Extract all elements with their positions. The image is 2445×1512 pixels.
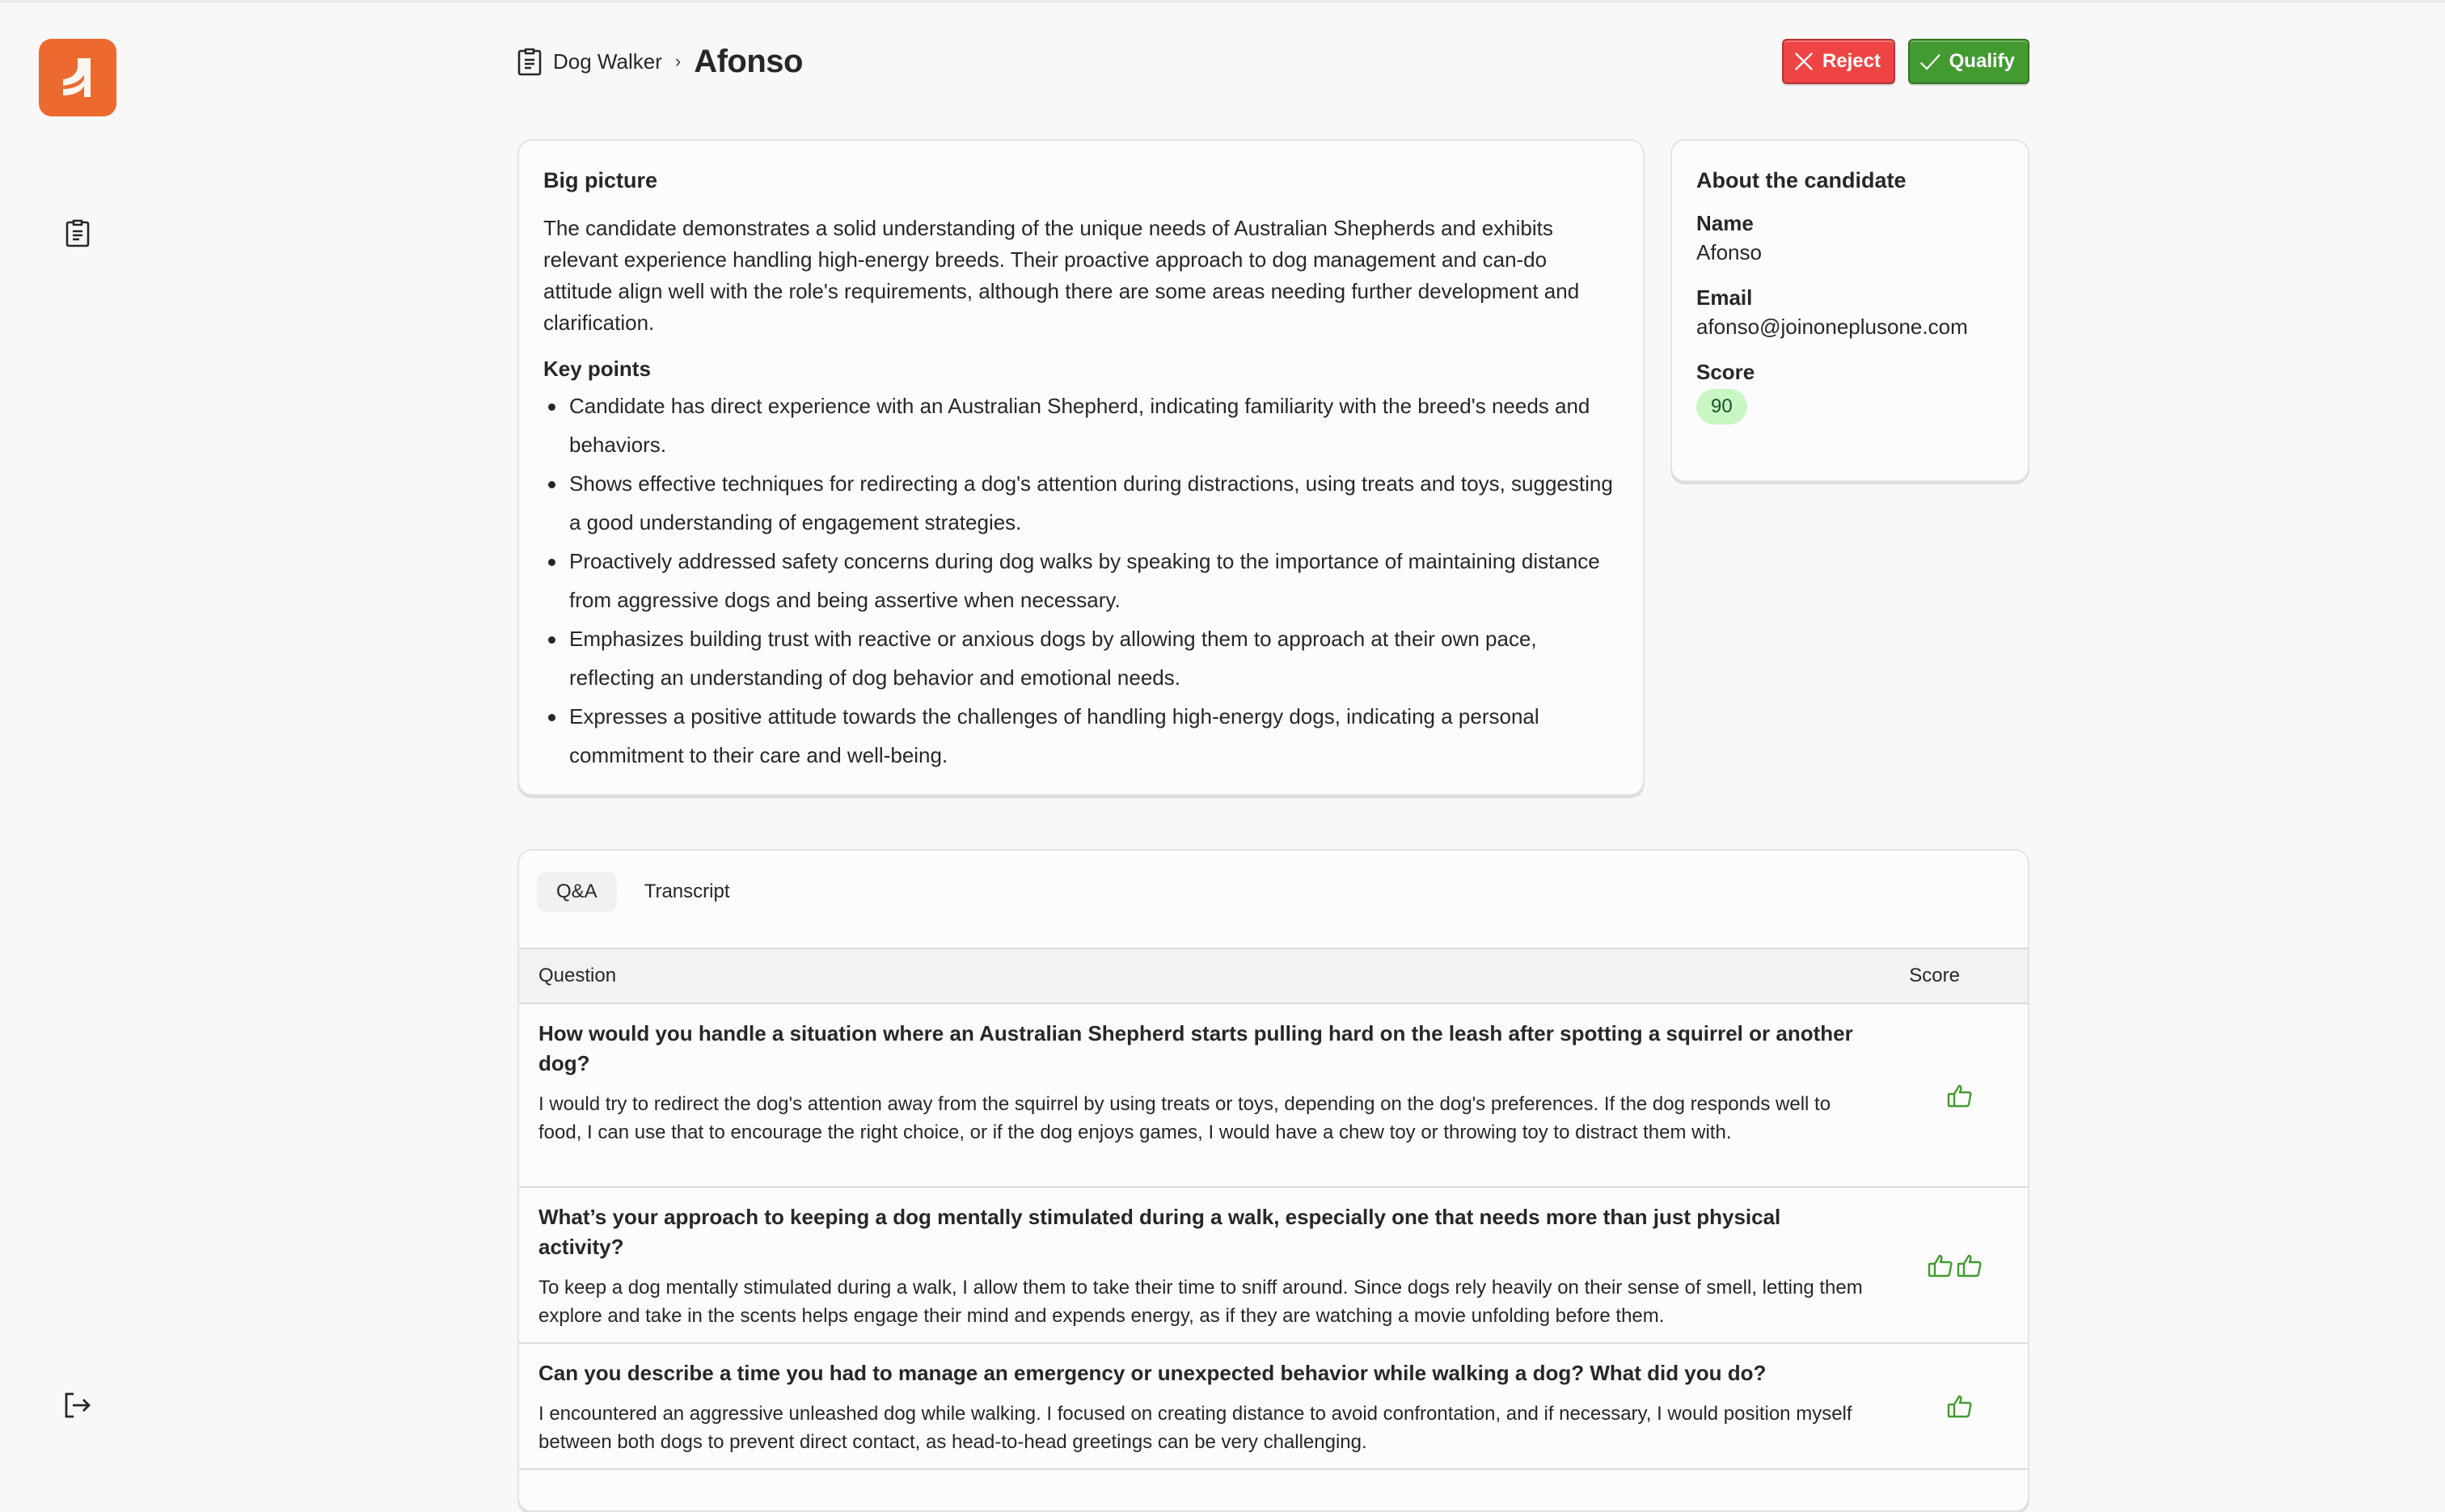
about-candidate-card [1670, 139, 2029, 482]
clipboard-icon [65, 218, 90, 247]
answer-text: I would try to redirect the dog's attention away from the squirrel by using treats or toys, depending on the dog's preferences. If the dog responds well to food, I can use that to encourage the right choice, or if the dog enjoys games, I would have a chew toy or throwing toy to distract them with. [538, 1093, 1831, 1143]
reject-label: Reject [1822, 50, 1881, 72]
breadcrumb [517, 44, 803, 80]
answer-text: I encountered an aggressive unleashed dog while walking. I focused on creating distance to avoid confrontation, and if necessary, I would position myself between both dogs to prevent direct contact, as head-to-head greetings can be very challenging. [538, 1403, 1852, 1453]
candidate-email: afonso@joinoneplusone.com [1696, 315, 1968, 339]
key-points-list [543, 386, 1619, 775]
key-points-title: Key points [543, 357, 651, 381]
candidate-name: Afonso [1696, 240, 1762, 264]
table-row [519, 1470, 2028, 1512]
about-title: About the candidate [1696, 168, 1907, 192]
score-cell [1866, 1344, 2028, 1468]
table-row [519, 1344, 2028, 1470]
thumbs-up-icon [1957, 1253, 1983, 1278]
key-point: Shows effective techniques for redirecting a dog's attention during distractions, using treats and toys, suggesting a good understanding of engagement strategies. [543, 464, 1619, 542]
thumbs-up-icon [1947, 1083, 1973, 1108]
clipboard-icon [517, 46, 545, 77]
breadcrumb-separator: › [674, 51, 682, 71]
close-icon [1793, 50, 1814, 73]
question-cell [519, 1344, 2028, 1468]
qualify-label: Qualify [1949, 50, 2015, 72]
tab-qa[interactable]: Q&A [537, 872, 617, 912]
breadcrumb-job-link[interactable]: Dog Walker [553, 49, 662, 74]
tab-transcript[interactable]: Transcript [644, 881, 730, 902]
question-cell [519, 1004, 2028, 1186]
key-point: Emphasizes building trust with reactive or anxious dogs by allowing them to approach at their own pace, reflecting an understanding of dog behavior and emotional needs. [543, 619, 1619, 697]
page-title: Afonso [694, 43, 803, 79]
question-cell [519, 1188, 2028, 1342]
name-label: Name [1696, 211, 1754, 235]
column-header-question: Question [538, 965, 617, 986]
app-logo[interactable] [39, 39, 116, 116]
big-picture-card [517, 139, 1645, 796]
score-label: Score [1696, 360, 1755, 384]
column-header-score: Score [1909, 965, 1960, 986]
key-point: Proactively addressed safety concerns during dog walks by speaking to the importance of maintaining distance from aggressive dogs and being assertive when necessary. [543, 542, 1619, 619]
question-text: What’s your approach to keeping a dog mentally stimulated during a walk, especially one that needs more than just physical activity? [538, 1205, 1781, 1259]
page-header [517, 39, 2029, 84]
qualify-button[interactable] [1908, 39, 2029, 84]
sidebar-item-logout[interactable] [63, 1391, 92, 1420]
score-cell [1866, 1004, 2028, 1186]
sidebar [0, 0, 155, 1483]
reject-button[interactable] [1782, 39, 1895, 84]
big-picture-title: Big picture [543, 168, 658, 192]
answer-text: To keep a dog mentally stimulated during a walk, I allow them to take their time to sniff around. Since dogs rely heavily on their sense of smell, letting them explore and take in the scents helps engage their mind and expends energy, as if they are watching a movie unfolding before them. [538, 1277, 1863, 1327]
key-point: Expresses a positive attitude towards the challenges of handling high-energy dogs, indicating a personal commitment to their care and well-being. [543, 697, 1619, 775]
thumbs-up-icon [1947, 1394, 1973, 1418]
thumbs-up-icon [1928, 1253, 1953, 1278]
email-label: Email [1696, 285, 1753, 310]
logout-icon [64, 1392, 91, 1418]
big-picture-summary: The candidate demonstrates a solid understanding of the unique needs of Australian Shepherds and exhibits relevant experience handling high-energy breeds. Their proactive approach to dog management and can-do attitude align well with the role's requirements, although there are some areas needing further development and clarification. [543, 216, 1580, 335]
thumbs-rating [1947, 1394, 1973, 1418]
sidebar-item-jobs[interactable] [63, 218, 92, 247]
top-border [0, 0, 2445, 3]
header-actions [1782, 39, 2029, 84]
check-icon [1919, 50, 1941, 73]
qa-table [519, 948, 2028, 1512]
thumbs-rating [1947, 1083, 1973, 1108]
key-point: Candidate has direct experience with an Australian Shepherd, indicating familiarity with the breed's needs and behaviors. [543, 386, 1619, 464]
question-text: How would you handle a situation where an Australian Shepherd starts pulling hard on the leash after spotting a squirrel or another dog? [538, 1021, 1853, 1075]
thumbs-rating [1928, 1253, 1983, 1278]
score-cell [1866, 1188, 2028, 1342]
logo-mark-icon [60, 57, 95, 99]
table-row [519, 1004, 2028, 1188]
question-text: Can you describe a time you had to manage an emergency or unexpected behavior while walking a dog? What did you do? [538, 1361, 1767, 1385]
table-row [519, 1188, 2028, 1344]
qa-tabs [519, 851, 2028, 948]
qa-card [517, 849, 2029, 1512]
table-header [519, 949, 2028, 1004]
score-badge: 90 [1696, 389, 1747, 424]
